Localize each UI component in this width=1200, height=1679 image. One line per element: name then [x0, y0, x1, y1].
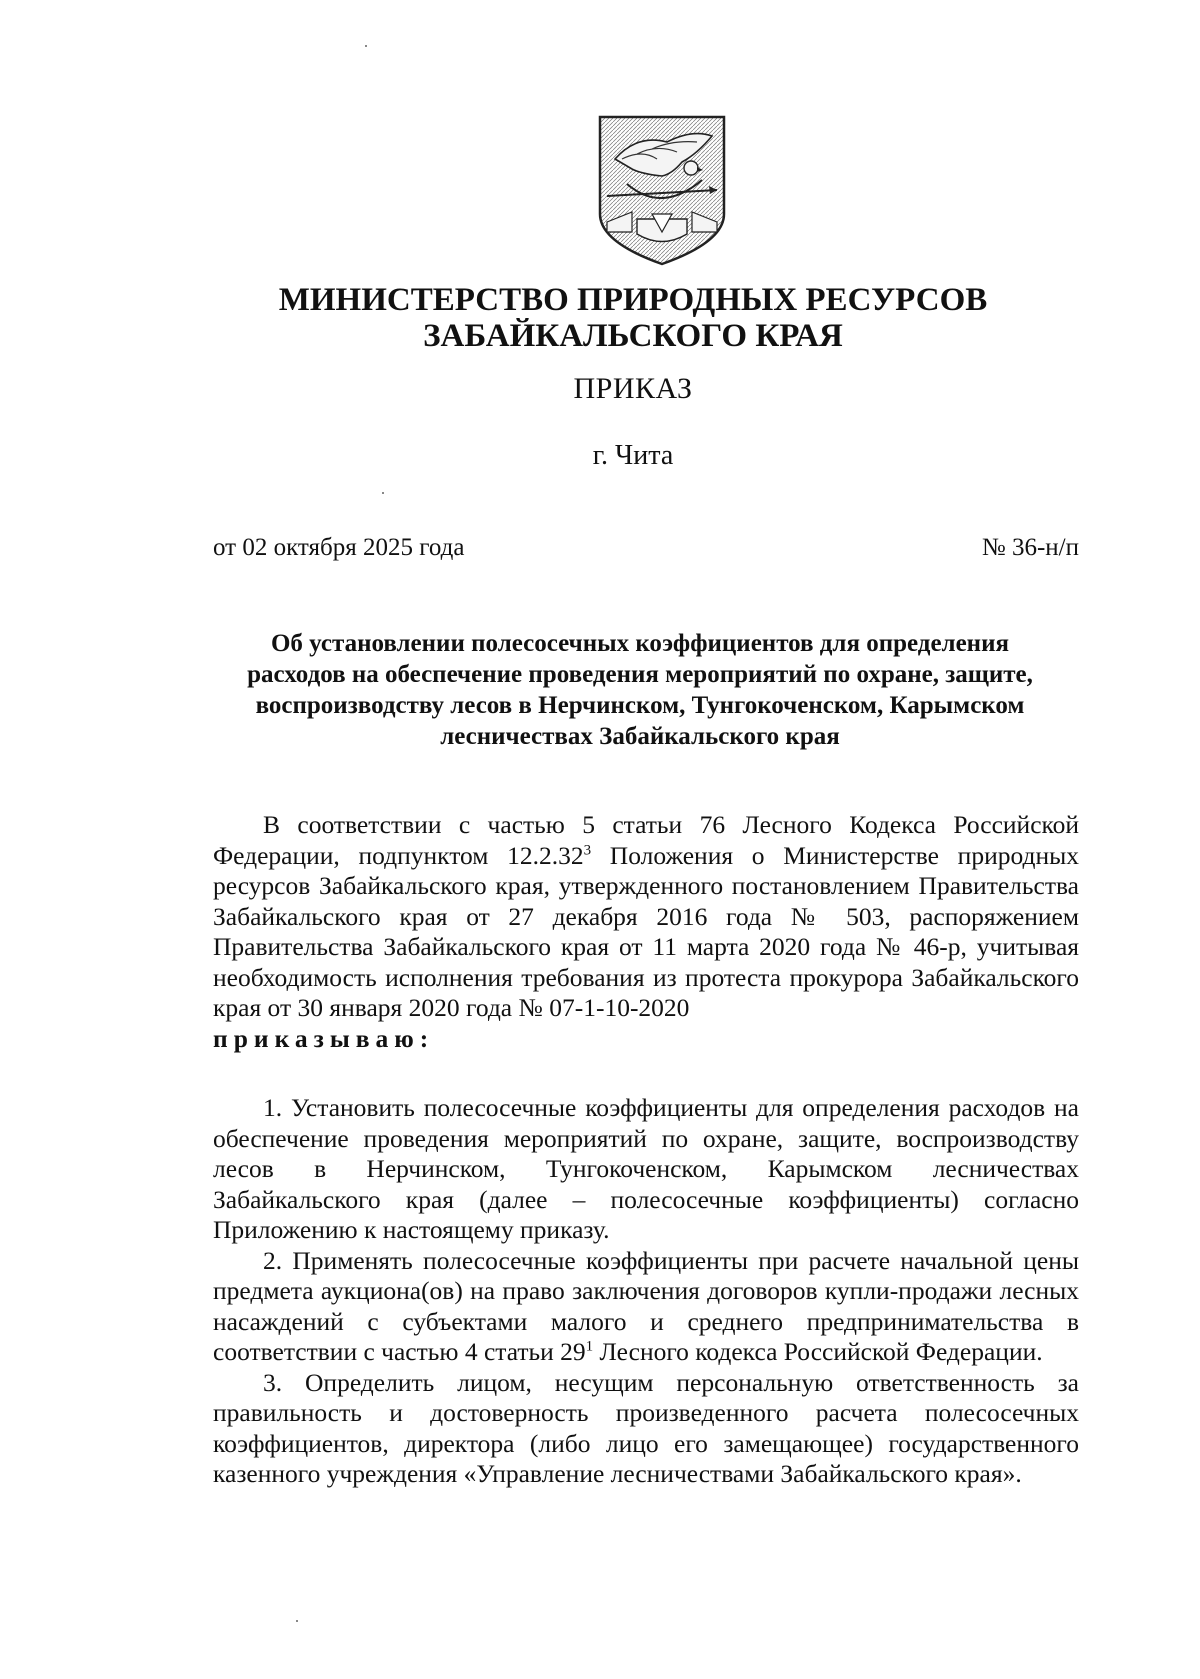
document-number: № 36-н/п — [981, 534, 1079, 561]
order-item-2-text-end: Лесного кодекса Российской Федерации. — [593, 1337, 1043, 1366]
decree-word: приказываю: — [213, 1023, 435, 1053]
document-date: от 02 октября 2025 года — [213, 534, 465, 561]
preamble-text-2: Положения о Министерстве природных ресурсов Забайкальского края, утвержденного постановлением Правительства Забайкальского края от 27 декабря 2016 года № 503, распоряжением Правительства Забайкальского края от 11 марта 2020 года № 46-р, учитывая необходимость исполнения требования из протеста прокурора Забайкальского края от 30 января 2020 года № 07-1-10-2020 — [213, 840, 1079, 1022]
order-item-2-text: 2. Применять полесосечные коэффициенты при расчете начальной цены предмета аукциона(ов) на право заключения договоров купли-продажи лесных насаждений с субъектами малого и среднего предпринимательства в соответствии с частью 4 статьи 29 — [213, 1245, 1079, 1366]
order-item-3: 3. Определить лицом, несущим персональную ответственность за правильность и достоверность произведенного расчета полесосечных коэффициентов, директора (либо лицо его замещающее) государственного казенного учреждения «Управление лесничествами Забайкальского края». — [213, 1367, 1079, 1488]
order-items — [213, 1093, 1079, 1490]
scan-speck — [365, 45, 367, 47]
preamble-text-1: В соответствии с частью 5 статьи 76 Лесного Кодекса Российской Федерации, подпунктом 12.2.32 — [213, 810, 1079, 870]
organization-name — [0, 282, 1200, 354]
preamble-paragraph — [213, 810, 1079, 1054]
document-type: ПРИКАЗ — [573, 372, 693, 405]
title-line: воспроизводству лесов в Нерчинском, Тунгокоченском, Карымском — [255, 692, 1025, 719]
city: г. Чита — [592, 440, 674, 471]
scan-speck — [296, 1620, 298, 1622]
preamble — [213, 810, 1079, 1054]
order-item-2 — [213, 1246, 1079, 1368]
organization-line-1: МИНИСТЕРСТВО ПРИРОДНЫХ РЕСУРСОВ — [278, 282, 988, 318]
title-line: расходов на обеспечение проведения мероприятий по охране, защите, — [247, 661, 1033, 688]
organization-line-2: ЗАБАЙКАЛЬСКОГО КРАЯ — [423, 318, 843, 354]
document-title — [200, 628, 1080, 752]
order-item-2-superscript: 1 — [585, 1338, 594, 1355]
preamble-superscript: 3 — [583, 842, 592, 858]
coat-of-arms-icon — [597, 114, 727, 266]
order-item-1: 1. Установить полесосечные коэффициенты для определения расходов на обеспечение проведения мероприятий по охране, защите, воспроизводству лесов в Нерчинском, Тунгокоченском, Карымском лесничествах Забайкальского края (далее – полесосечные коэффициенты) согласно Приложению к настоящему приказу. — [213, 1093, 1079, 1244]
title-line: Об установлении полесосечных коэффициентов для определения — [270, 630, 1010, 657]
title-line: лесничествах Забайкальского края — [440, 723, 840, 750]
scan-speck — [382, 492, 384, 494]
